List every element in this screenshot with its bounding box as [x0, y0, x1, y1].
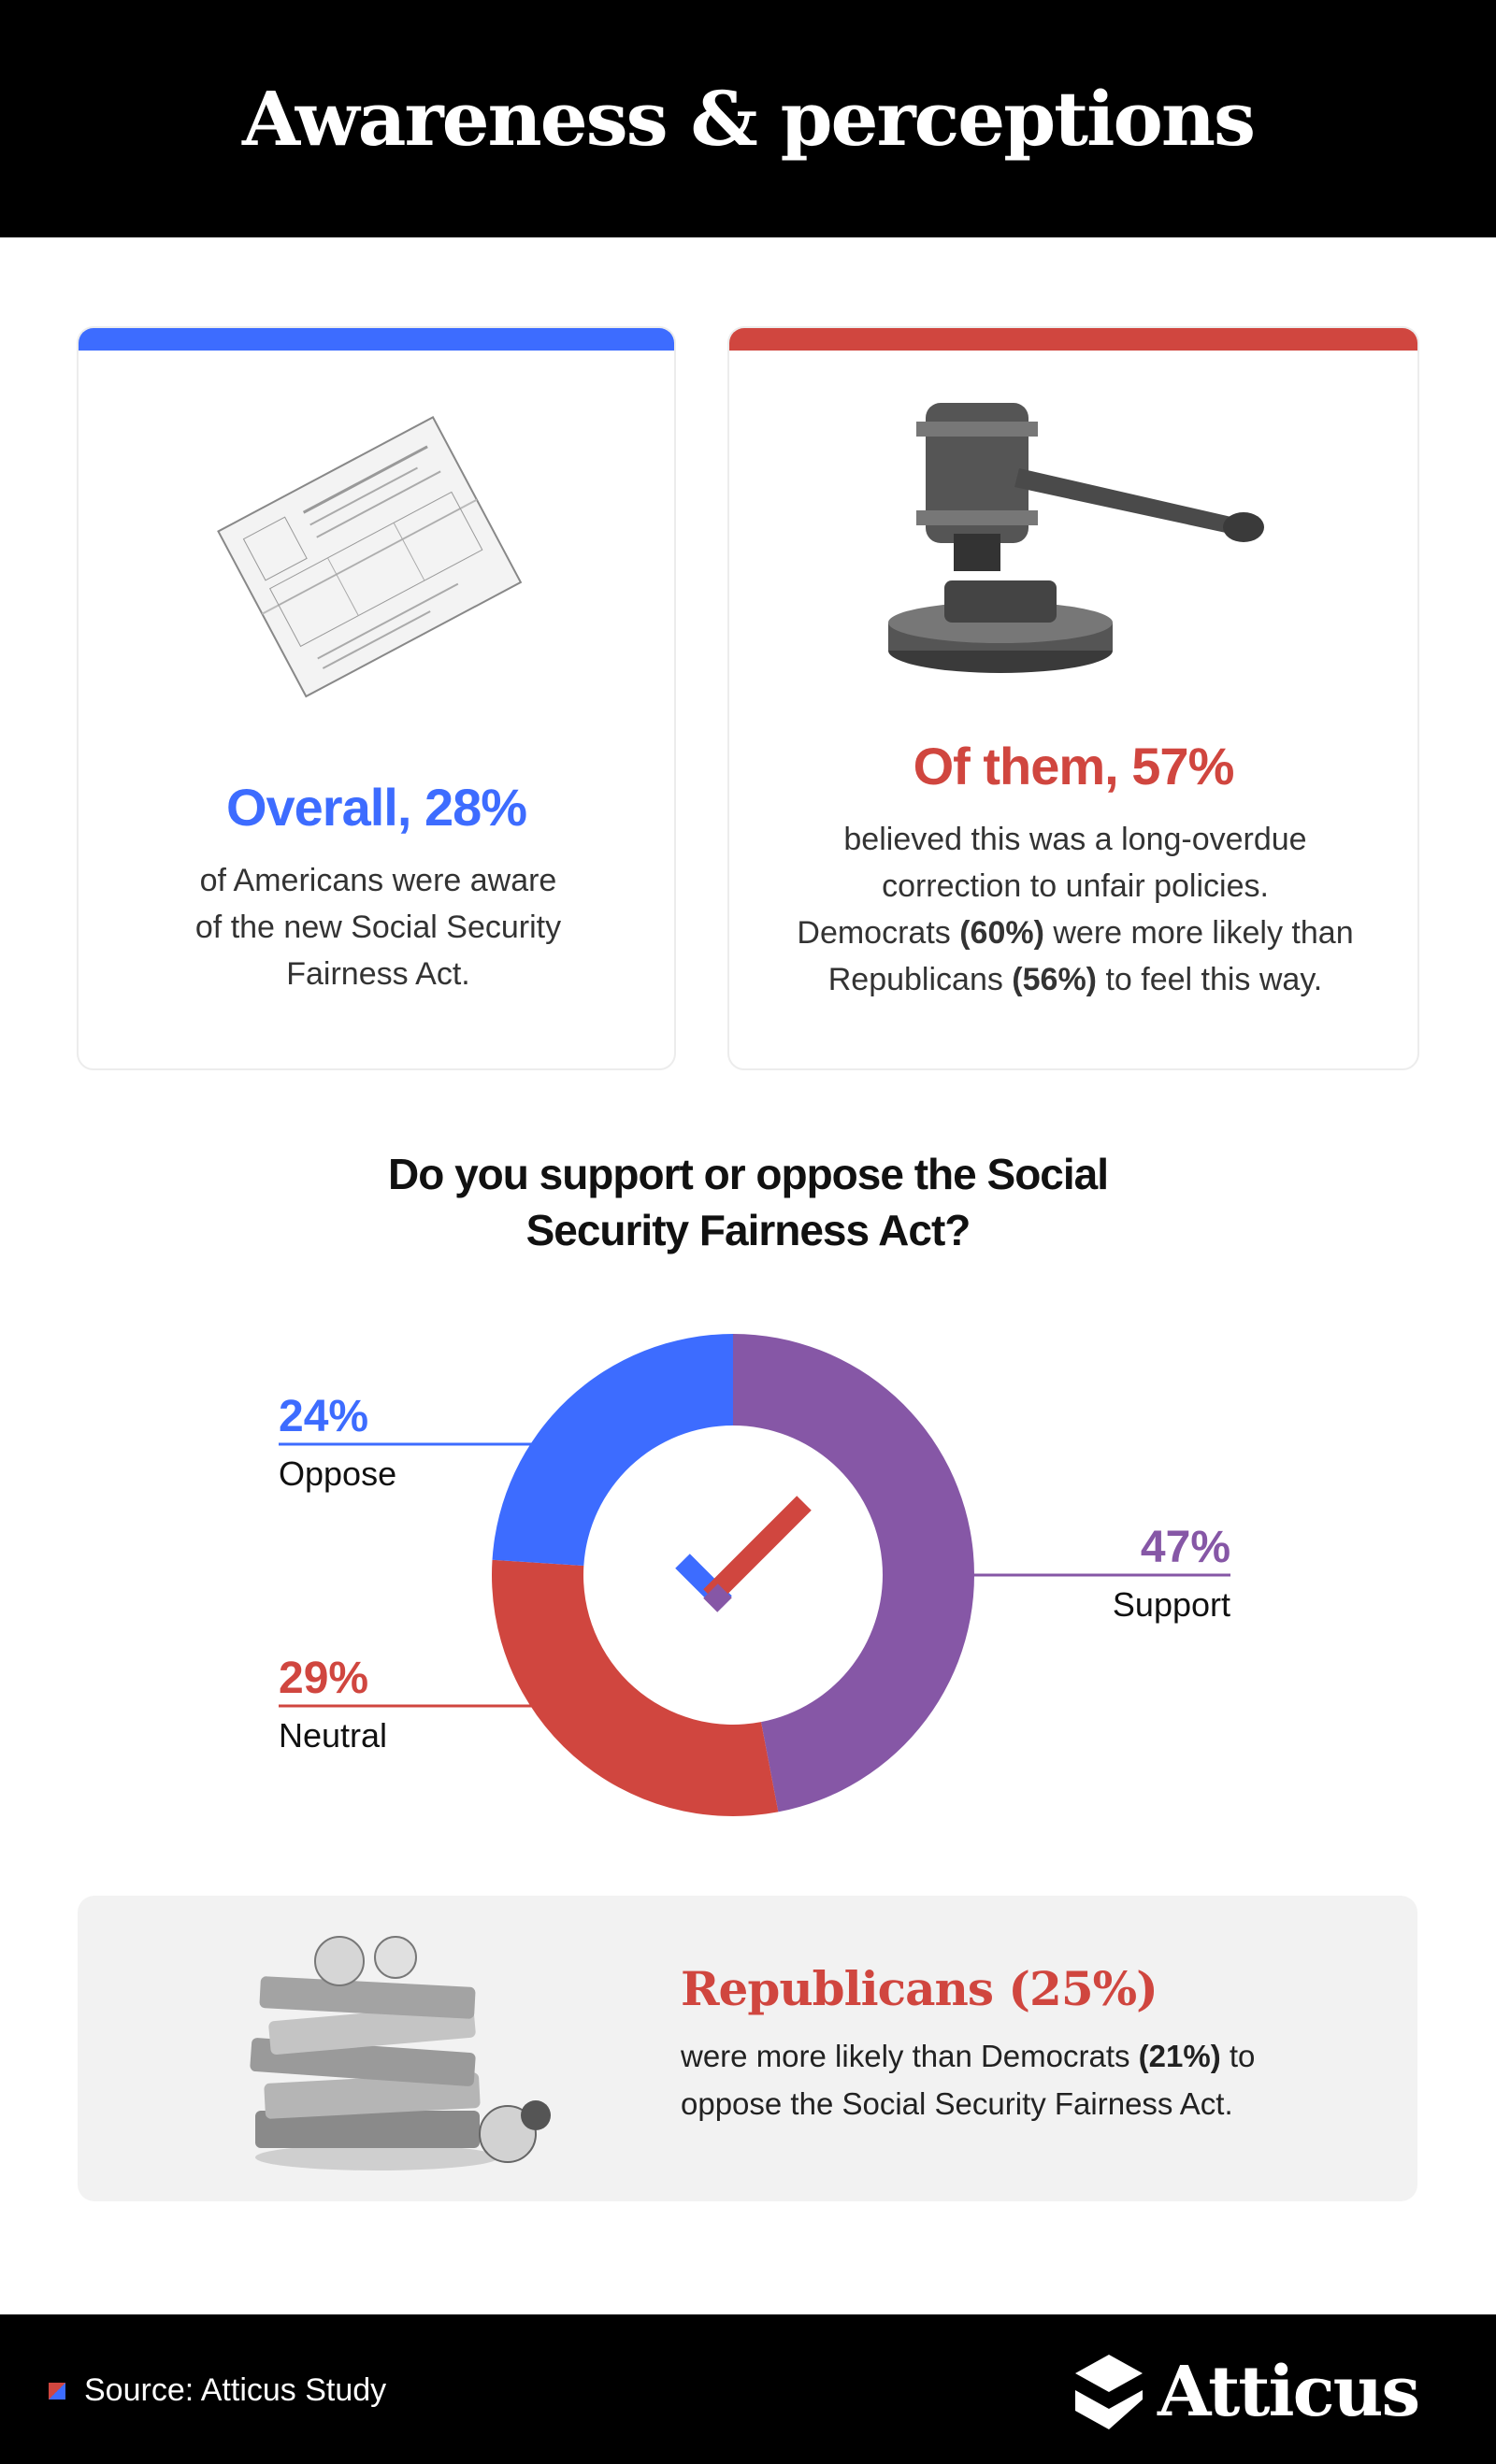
- header: [0, 0, 1496, 237]
- value-label-neutral: 29%: [279, 1654, 369, 1703]
- gavel-illustration: [860, 394, 1290, 693]
- value-label-oppose: 24%: [279, 1392, 369, 1441]
- donut-chart: [0, 1299, 1496, 1841]
- perception-description: believed this was a long-overdue correction to unfair policies. Democrats (60%) were more likely than Republicans (56%) to feel this way.: [797, 822, 1354, 997]
- paper-stack-illustration: [237, 1924, 573, 2176]
- card-accent-bar: [79, 328, 674, 351]
- page-title: Awareness & perceptions: [241, 75, 1255, 163]
- donut-slice-support: [733, 1334, 974, 1812]
- chart-title: Do you support or oppose the Social Security Fairness Act?: [387, 1150, 1109, 1254]
- atticus-logo-icon: [1073, 2353, 1144, 2431]
- source-note: Source: Atticus Study: [49, 2372, 386, 2409]
- awareness-stat: Overall, 28%: [225, 778, 527, 837]
- category-label-neutral: Neutral: [279, 1716, 388, 1755]
- card-accent-bar: [729, 328, 1417, 351]
- source-marker-icon: [49, 2383, 65, 2400]
- opposition-stat: Republicans (25%): [681, 1961, 1158, 2016]
- perception-stat: Of them, 57%: [913, 737, 1234, 795]
- opposition-description: were more likely than Democrats (21%) to oppose the Social Security Fairness Act.: [681, 2039, 1256, 2121]
- value-label-support: 47%: [1140, 1523, 1230, 1572]
- category-label-oppose: Oppose: [279, 1454, 397, 1493]
- donut-slice-oppose: [493, 1334, 733, 1566]
- footer: [0, 2314, 1496, 2464]
- awareness-card: [77, 326, 676, 1070]
- category-label-support: Support: [1112, 1585, 1230, 1624]
- checkmark-icon: [683, 1503, 804, 1605]
- awareness-description: of Americans were aware of the new Social Security Fairness Act.: [194, 863, 562, 992]
- document-illustration: [191, 384, 565, 721]
- opposition-card: [78, 1896, 1417, 2201]
- perception-card: [727, 326, 1419, 1070]
- atticus-logo: Atticus: [1073, 2352, 1418, 2432]
- donut-slice-neutral: [492, 1560, 778, 1816]
